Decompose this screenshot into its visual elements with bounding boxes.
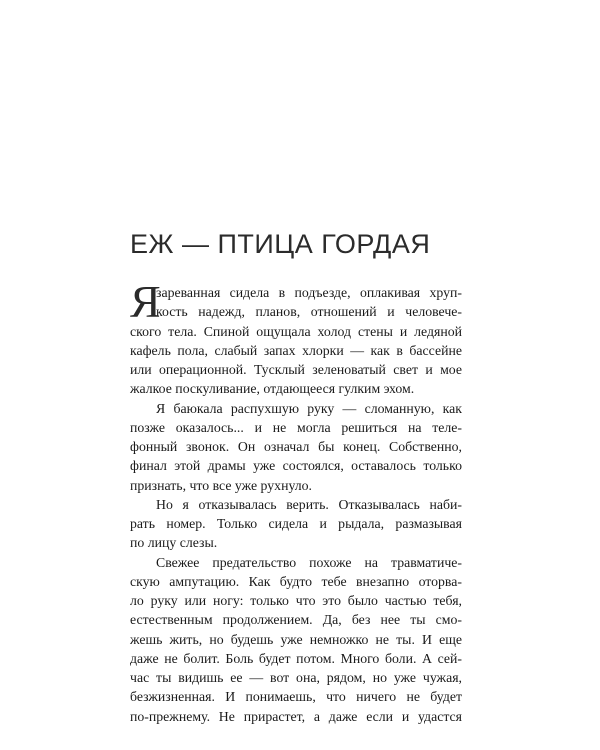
text-line: даже не болит. Боль будет потом. Много боли. А сей-: [130, 650, 462, 666]
text-line: Свежее предательство похоже на травматиче-: [156, 554, 462, 570]
text-line: кость надежд, планов, отношений и человече-: [156, 304, 462, 320]
chapter-title: ЕЖ — ПТИЦА ГОРДАЯ: [130, 229, 431, 259]
text-line: финал этой драмы уже состоялся, оставалось только: [130, 458, 462, 474]
text-line: естественным продолжением. Да, без нее ты смо-: [130, 612, 462, 628]
drop-cap: Я: [130, 276, 161, 327]
text-line: кафель пола, слабый запах хлорки — как в бассейне: [130, 342, 462, 358]
paragraph: [130, 495, 462, 553]
paragraph: [130, 553, 462, 726]
text-line: безжизненная. И понимаешь, что ничего не будет: [130, 689, 462, 705]
text-line: по-прежнему. Не прирастет, а даже если и удастся: [130, 708, 462, 724]
paragraph: [130, 276, 462, 399]
text-line: час ты видишь ее — вот она, рядом, но уже чужая,: [130, 670, 462, 685]
text-line: признать, что все уже рухнуло.: [130, 477, 312, 493]
text-line: Я баюкала распухшую руку — сломанную, как: [156, 400, 462, 416]
text-line: зареванная сидела в подъезде, оплакивая хруп-: [156, 285, 462, 300]
text-line: ло руку или ногу: только что это было частью тебя,: [130, 593, 462, 608]
text-line: позже оказалось... и не могла решиться на теле-: [130, 419, 462, 435]
chapter-body: [130, 276, 462, 726]
text-line: или операционной. Тусклый зеленоватый свет и мое: [130, 362, 462, 377]
paragraph: [130, 399, 462, 495]
text-line: рать номер. Только сидела и рыдала, размазывая: [130, 516, 462, 531]
text-line: по лицу слезы.: [130, 535, 218, 551]
text-line: фонный звонок. Он означал бы конец. Собственно,: [130, 439, 462, 454]
text-line: жешь жить, но будешь уже немножко не ты. И еще: [130, 631, 462, 647]
text-line: скую ампутацию. Как будто тебе внезапно оторва-: [130, 573, 462, 589]
text-line: ского тела. Спиной ощущала холод стены и ледяной: [130, 323, 462, 339]
text-line: жалкое поскуливание, отдающееся гулким эхом.: [130, 381, 415, 397]
text-line: Но я отказывалась верить. Отказывалась наби-: [156, 496, 462, 512]
